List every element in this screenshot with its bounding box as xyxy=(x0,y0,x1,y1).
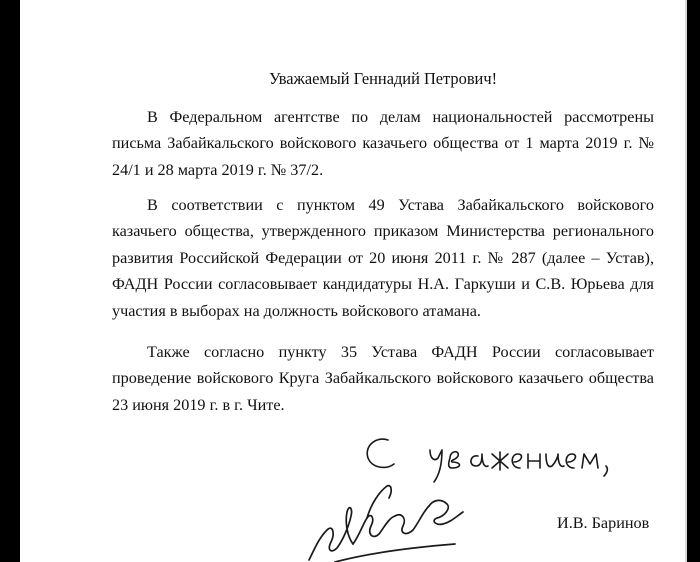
greeting: Уважаемый Геннадий Петрович! xyxy=(268,69,498,88)
handwritten-signature xyxy=(305,478,480,562)
paragraph-2: В соответствии с пунктом 49 Устава Забайкальского войскового казачьего общества, утвержденного приказом Министерства регионального развития Российской Федерации от 20 июня 2011 г. № 287 (далее – Устав), ФАДН России согласовывает кандидатуры Н.А. Гаркуши и С.В. Юрьева для участия в выборах на должность войскового атамана. xyxy=(112,196,654,320)
paragraph-1: В Федеральном агентстве по делам национальностей рассмотрены письма Забайкальского войскового казачьего общества от 1 марта 2019 г. № 24/1 и 28 марта 2019 г. № 37/2. xyxy=(112,108,654,179)
page-edge xyxy=(685,0,687,562)
signer-name: И.В. Баринов xyxy=(557,514,650,532)
paragraph-3: Также согласно пункту 35 Устава ФАДН России согласовывает проведение войскового Круга Забайкальского войскового казачьего общества 23 июня 2019 г. в г. Чите. xyxy=(112,343,654,414)
letter-page xyxy=(20,0,687,562)
